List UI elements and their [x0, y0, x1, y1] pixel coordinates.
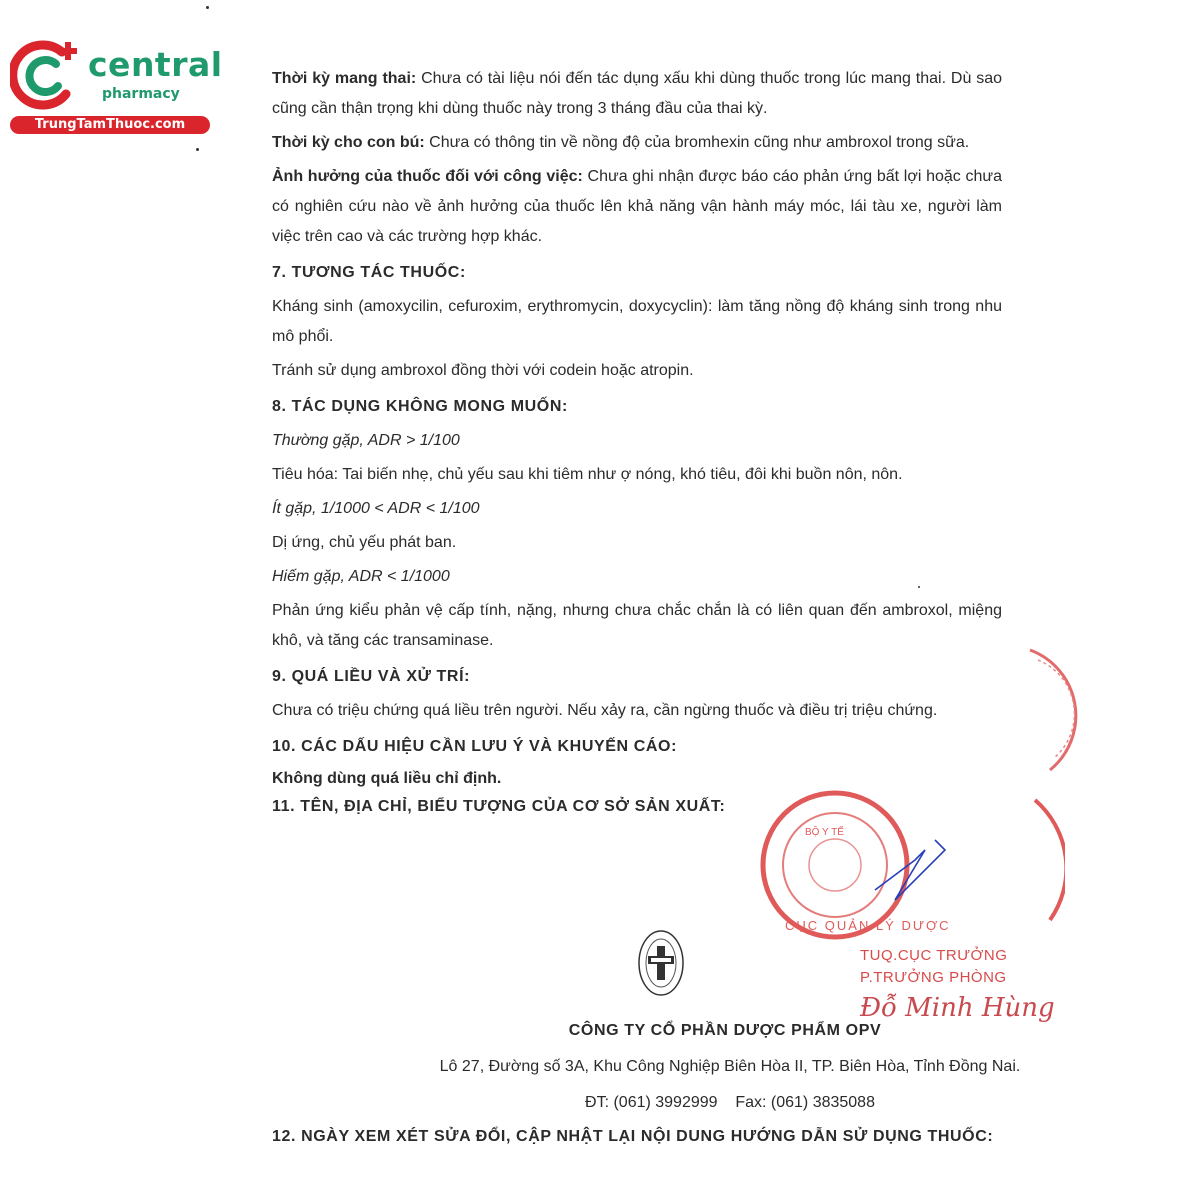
pregnancy-text: Chưa có tài liệu nói đến tác dụng xấu khi dùng thuốc trong lúc mang thai. Dù sao cũng cần thận trọng khi dùng thuốc này trong 3 tháng đầu của thai kỳ. [272, 70, 1002, 117]
section-7-paragraph: Kháng sinh (amoxycilin, cefuroxim, erythromycin, doxycyclin): làm tăng nồng độ kháng sinh trong nhu mô phổi. [272, 298, 1002, 345]
speck [206, 6, 209, 9]
logo-mark-icon [10, 36, 90, 116]
stamp-partial-icon [1020, 640, 1100, 780]
lactation-label: Thời kỳ cho con bú: [272, 134, 425, 151]
stamp-top-text: BỘ Y TẾ [805, 827, 844, 838]
section-10-paragraph: Không dùng quá liều chỉ định. [272, 770, 502, 787]
section-7-heading: 7. TƯƠNG TÁC THUỐC: [272, 264, 466, 281]
lactation-text: Chưa có thông tin về nồng độ của bromhexin cũng như ambroxol trong sữa. [424, 134, 970, 151]
section-7-paragraph: Tránh sử dụng ambroxol đồng thời với codein hoặc atropin. [272, 362, 694, 379]
signature-title-2: P.TRƯỞNG PHÒNG [860, 969, 1007, 986]
official-stamp-icon [745, 790, 1065, 950]
section-8-heading: 8. TÁC DỤNG KHÔNG MONG MUỐN: [272, 398, 568, 415]
frequency-rare: Hiếm gặp, ADR < 1/1000 [272, 568, 450, 585]
rare-effects: Phản ứng kiểu phản vệ cấp tính, nặng, nhưng chưa chắc chắn là có liên quan đến ambroxol, miệng khô, và tăng các transaminase. [272, 602, 1002, 649]
section-9-paragraph: Chưa có triệu chứng quá liều trên người. Nếu xảy ra, cần ngừng thuốc và điều trị triệu chứng. [272, 702, 938, 719]
work-text: Chưa ghi nhận được báo cáo phản ứng bất lợi hoặc chưa có nghiên cứu nào về ảnh hưởng của thuốc lên khả năng vận hành máy móc, lái tàu xe, người làm việc trên cao và các trường hợp khác. [272, 168, 1003, 245]
lactation-paragraph [272, 128, 1002, 158]
signature-block [860, 945, 1060, 1025]
common-effects: Tiêu hóa: Tai biến nhẹ, chủ yếu sau khi tiêm như ợ nóng, khó tiêu, đôi khi buồn nôn, nôn. [272, 466, 903, 483]
work-label: Ảnh hưởng của thuốc đối với công việc: [272, 168, 583, 185]
section-10-heading: 10. CÁC DẤU HIỆU CẦN LƯU Ý VÀ KHUYẾN CÁO: [272, 738, 678, 755]
company-address: Lô 27, Đường số 3A, Khu Công Nghiệp Biên Hòa II, TP. Biên Hòa, Tỉnh Đồng Nai. [439, 1058, 1021, 1075]
pregnancy-label: Thời kỳ mang thai: [272, 70, 417, 87]
speck [196, 148, 199, 151]
opv-logo-icon [636, 928, 686, 998]
signature-title-1: TUQ.CỤC TRƯỞNG [860, 947, 1008, 964]
logo-name: central [88, 45, 223, 84]
stamp-text: CỤC QUẢN LÝ DƯỢC [785, 918, 951, 933]
section-9-heading: 9. QUÁ LIỀU VÀ XỬ TRÍ: [272, 668, 471, 685]
section-12-heading: 12. NGÀY XEM XÉT SỬA ĐỔI, CẬP NHẬT LẠI NỘI DUNG HƯỚNG DẪN SỬ DỤNG THUỐC: [272, 1128, 994, 1145]
pregnancy-paragraph [272, 64, 1002, 124]
leaflet-content [272, 64, 1002, 826]
frequency-uncommon: Ít gặp, 1/1000 < ADR < 1/100 [272, 500, 480, 517]
uncommon-effects: Dị ứng, chủ yếu phát ban. [272, 534, 457, 551]
logo-url[interactable]: TrungTamThuoc.com [10, 116, 210, 134]
frequency-common: Thường gặp, ADR > 1/100 [272, 432, 460, 449]
work-paragraph [272, 162, 1002, 252]
company-name: CÔNG TY CỔ PHẦN DƯỢC PHẨM OPV [568, 1022, 882, 1039]
company-phone: ĐT: (061) 3992999 Fax: (061) 3835088 [585, 1094, 875, 1111]
pharmacy-logo[interactable] [10, 36, 223, 136]
logo-subtitle: pharmacy [102, 86, 180, 102]
signature-name: Đỗ Minh Hùng [860, 993, 1055, 1023]
section-11-heading: 11. TÊN, ĐỊA CHỈ, BIỂU TƯỢNG CỦA CƠ SỞ SẢN XUẤT: [272, 798, 726, 815]
